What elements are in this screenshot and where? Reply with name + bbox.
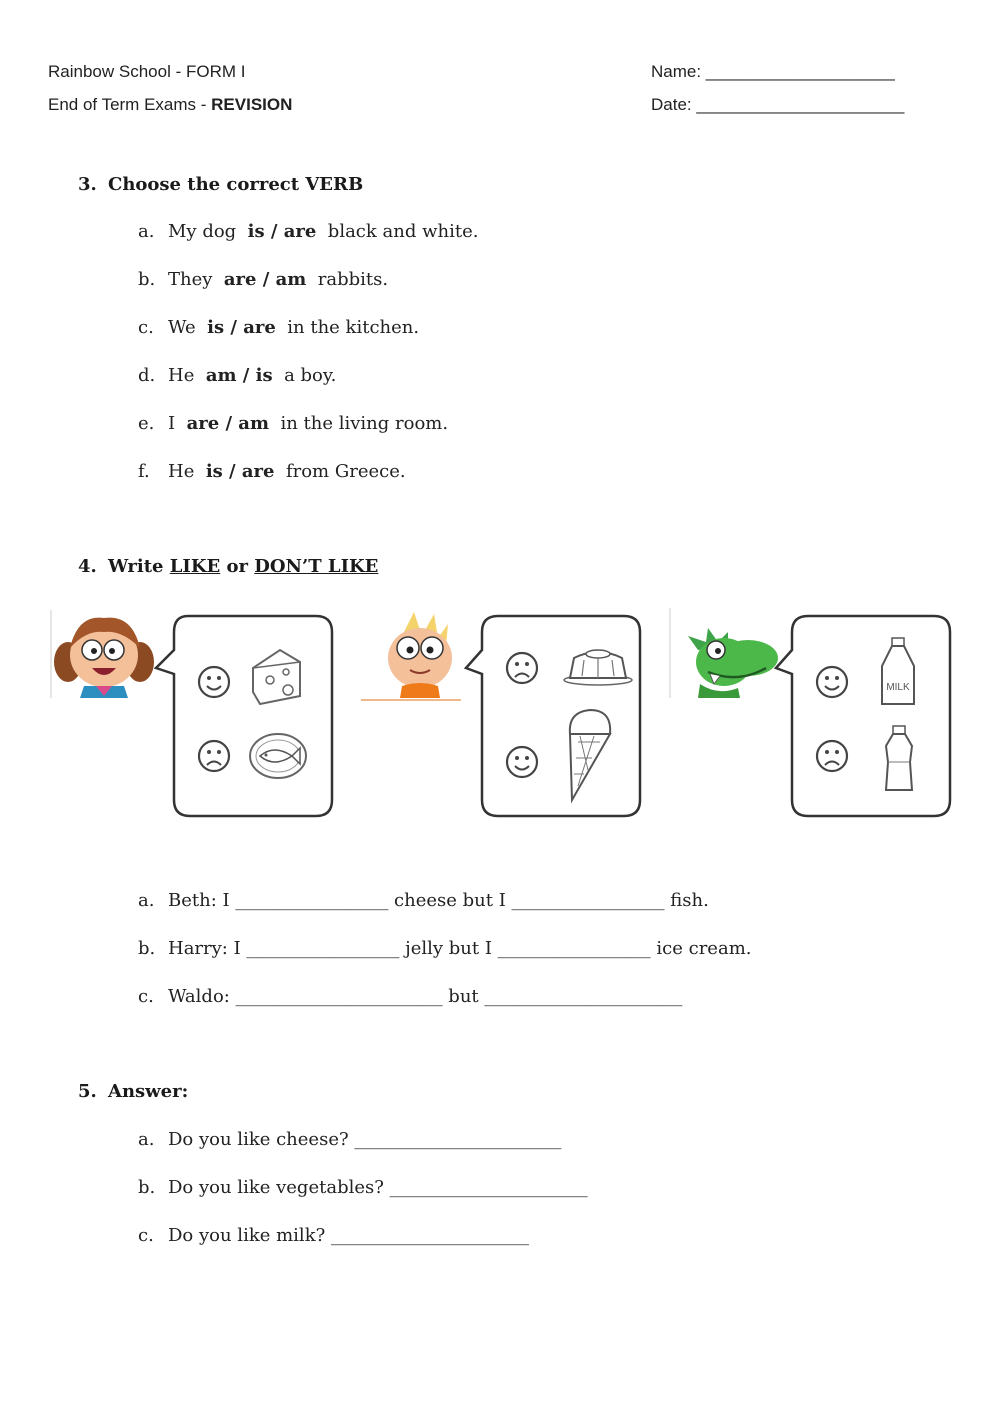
- harry-frown-icon: [507, 653, 537, 683]
- item-letter: e.: [138, 413, 155, 434]
- q4-item[interactable]: [138, 938, 751, 959]
- beth-panel: [51, 610, 332, 816]
- q3-item[interactable]: [138, 269, 388, 290]
- waldo-bubble: [776, 616, 950, 816]
- item-text[interactable]: Do you like cheese? _______________________: [168, 1129, 562, 1150]
- q3-title: [78, 174, 363, 195]
- q3-item[interactable]: [138, 365, 336, 386]
- dont-like-word: DON’T LIKE: [254, 556, 379, 577]
- item-pre: They: [168, 269, 213, 290]
- harry-panel: [361, 612, 640, 816]
- q4-number: 4.: [78, 556, 97, 577]
- item-post: black and white.: [327, 221, 479, 242]
- school-label: Rainbow School - FORM I: [48, 62, 246, 81]
- item-letter: a.: [138, 890, 155, 911]
- item-text[interactable]: Do you like milk? ______________________: [168, 1225, 529, 1246]
- harry-avatar: [388, 612, 452, 698]
- item-letter: d.: [138, 365, 156, 386]
- verb-choice[interactable]: are / am: [223, 269, 307, 290]
- harry-smile-icon: [507, 747, 537, 777]
- beth-avatar: [54, 618, 154, 698]
- beth-frown-icon: [199, 741, 229, 771]
- q5-item[interactable]: [138, 1177, 588, 1198]
- item-post: a boy.: [284, 365, 337, 386]
- item-text[interactable]: Waldo: _______________________ but ______________________: [168, 986, 683, 1007]
- item-pre: I: [168, 413, 176, 434]
- q5-item[interactable]: [138, 1129, 561, 1150]
- verb-choice[interactable]: is / are: [205, 461, 275, 482]
- verb-choice[interactable]: is / are: [207, 317, 276, 338]
- date-field[interactable]: Date: ______________________: [651, 95, 905, 114]
- beth-smile-icon: [199, 667, 229, 697]
- item-pre: My dog: [168, 221, 237, 242]
- q5-item[interactable]: [138, 1225, 529, 1246]
- speech-bubbles-illustration: [48, 600, 958, 830]
- harry-bubble: [466, 616, 640, 816]
- item-letter: a.: [138, 221, 155, 242]
- q3-item[interactable]: [138, 317, 419, 338]
- item-letter: c.: [138, 1225, 154, 1246]
- item-letter: b.: [138, 1177, 156, 1198]
- q3-title-text: Choose the correct VERB: [108, 174, 364, 195]
- item-letter: c.: [138, 317, 154, 338]
- or-word: or: [220, 556, 255, 577]
- exam-prefix: End of Term Exams -: [48, 95, 212, 114]
- item-text[interactable]: Do you like vegetables? ______________________: [168, 1177, 588, 1198]
- waldo-panel: [670, 608, 950, 816]
- item-text[interactable]: Beth: I _________________ cheese but I _________________ fish.: [168, 890, 709, 911]
- item-post: from Greece.: [285, 461, 406, 482]
- exam-label: [48, 95, 292, 115]
- q5-title: [78, 1081, 188, 1102]
- item-letter: a.: [138, 1129, 155, 1150]
- item-pre: We: [168, 317, 196, 338]
- item-post: rabbits.: [317, 269, 389, 290]
- q5-number: 5.: [78, 1081, 97, 1102]
- fish-plate-icon: [250, 734, 306, 778]
- q3-item[interactable]: [138, 461, 406, 482]
- item-post: in the living room.: [280, 413, 449, 434]
- milk-label: MILK: [886, 682, 910, 693]
- verb-choice[interactable]: is / are: [247, 221, 317, 242]
- q4-item[interactable]: [138, 986, 682, 1007]
- item-text[interactable]: Harry: I _________________ jelly but I _________________ ice cream.: [168, 938, 752, 959]
- verb-choice[interactable]: are / am: [186, 413, 269, 434]
- exam-bold: REVISION: [211, 95, 293, 114]
- beth-bubble: [156, 616, 332, 816]
- item-post: in the kitchen.: [287, 317, 420, 338]
- waldo-smile-icon: [817, 667, 847, 697]
- q3-item[interactable]: [138, 221, 478, 242]
- item-letter: b.: [138, 938, 156, 959]
- q3-number: 3.: [78, 174, 97, 195]
- item-letter: b.: [138, 269, 156, 290]
- name-field[interactable]: Name: ____________________: [651, 62, 895, 81]
- item-pre: He: [168, 461, 195, 482]
- q5-title-text: Answer:: [108, 1081, 189, 1102]
- item-letter: f.: [138, 461, 150, 482]
- item-pre: He: [168, 365, 195, 386]
- like-word: LIKE: [169, 556, 221, 577]
- waldo-avatar: [688, 628, 778, 698]
- q3-item[interactable]: [138, 413, 448, 434]
- waldo-frown-icon: [817, 741, 847, 771]
- q4-title: [78, 556, 378, 577]
- q4-item[interactable]: [138, 890, 709, 911]
- verb-choice[interactable]: am / is: [205, 365, 273, 386]
- q4-title-prefix: Write: [108, 556, 170, 577]
- item-letter: c.: [138, 986, 154, 1007]
